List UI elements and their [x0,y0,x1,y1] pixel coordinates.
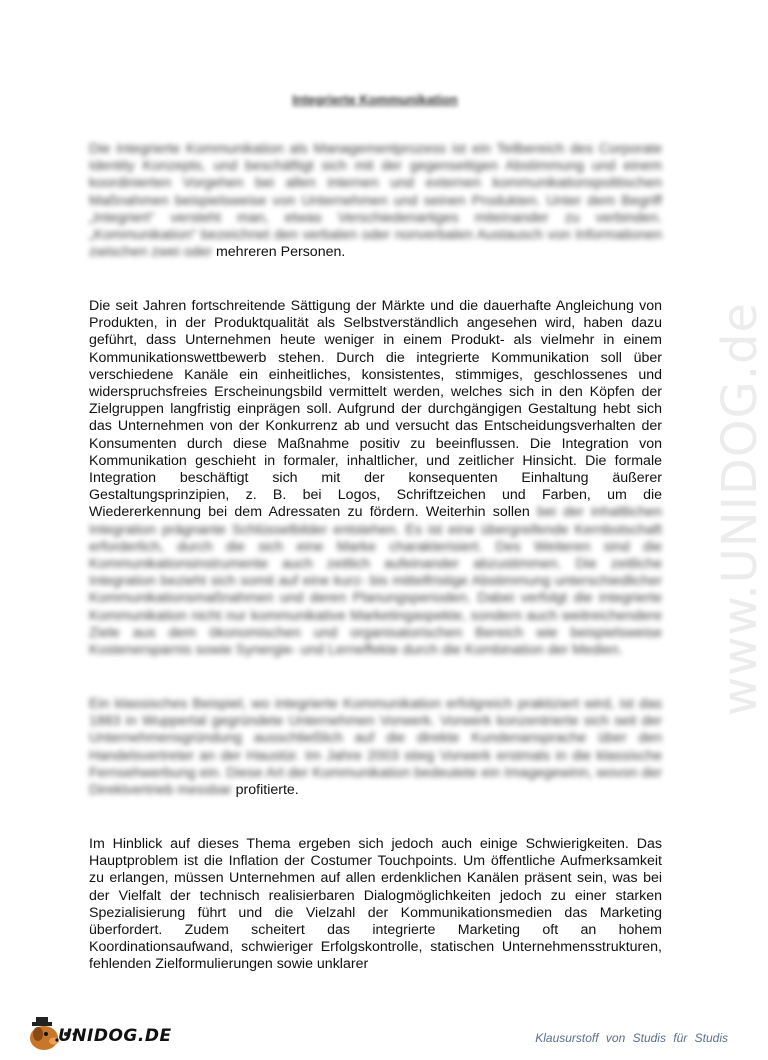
document-title: Integrierte Kommunikation [292,92,458,107]
visible-text: Im Hinblick auf dieses Thema ergeben sich jedoch auch einige Schwierigkeiten. Das Hauptproblem ist die Inflation der Costumer Touchpoints. Um öffentliche Aufmerksamkeit zu erlangen, müssen Unternehmen auf allen erdenklichen Kanälen präsent sein, was bei der Vielfalt der technisch realisierbaren Dialogmöglichkeiten jedoch zu einer starken Spezialisierung führt und die Vielzahl der Kommunikationsmedien das Marketing überfordert. Zudem scheitert das integrierte Marketing oft an hohem Koordinationsaufwand, schwieriger Erfolgskontrolle, statischen Unternehmensstrukturen, fehlenden Zielformulierungen sowie unklarer [89,836,662,973]
logo-text: UNIDOG.DE [58,1026,172,1046]
visible-text: profitierte. [235,782,299,799]
watermark: www.UNIDOG.de [712,301,768,716]
paragraph-3 [89,696,662,799]
blurred-text: Die Integrierte Kommunikation als Managementprozess ist ein Teilbereich des Corporate Identity Konzepts, und beschäftigt sich mit der gegenseitigen Abstimmung und einem koordinierten Vorgehen bei allen internen und externen kommunikationspolitischen Maßnahmen beispielsweise von Unternehmen und seinen Produkten. Unter dem Begriff „Integriert“ versteht man, etwas Verschiedenartiges miteinander zu verbinden. „Kommunikation“ bezeichnet den verbalen oder nonverbalen Austausch von Informationen zwischen zwei oder [89,141,662,261]
footer-slogan: Klausurstoff von Studis für Studis [535,1031,728,1045]
paragraph-1 [89,141,662,261]
visible-text: Die seit Jahren fortschreitende Sättigung der Märkte und die dauerhafte Angleichung von Produkten, in der Produktqualität als Selbstverständlich angesehen wird, haben dazu geführt, dass Unternehmen heute weniger in einem Produkt- als vielmehr in einem Kommunikationswettbewerb stehen. Durch die integrierte Kommunikation soll über verschiedene Kanäle ein einheitliches, konsistentes, stimmiges, geschlossenes und widerspruchsfreies Erscheinungsbild vermittelt werden, welches sich in den Köpfen der Zielgruppen langfristig einprägen soll. Aufgrund der durchgängigen Gestaltung hebt sich das Unternehmen von der Konkurrenz ab und versucht das Entscheidungsverhalten der Konsumenten durch diese Maßnahme positiv zu beeinflussen. Die Integration von Kommunikation geschieht in formaler, inhaltlicher, und zeitlicher Hinsicht. Die formale Integration beschäftigt sich mit der konsequenten Einhaltung äußerer Gestaltungsprinzipien, z. B. bei Logos, Schriftzeichen und Farben, um die Wiedererkennung bei dem Adressaten zu fördern. Weiterhin sollen [89,298,662,521]
paragraph-4 [89,836,662,974]
blurred-text: bei der inhaltlichen Integration prägnante Schlüsselbilder entstehen. Es ist eine übergreifende Kernbotschaft erforderlich, durch die sich eine Marke charakterisiert. Des Weiteren sind die Kommunikationsinstrumente auch zeitlich aufeinander abzustimmen. Die zeitliche Integration bezieht sich somit auf eine kurz- bis mittelfristige Abstimmung unterschiedlicher Kommunikationsmaßnahmen und deren Planungsperioden. Dabei verfolgt die integrierte Kommunikation nicht nur kommunikative Marketingaspekte, sondern auch weitreichendere Ziele aus dem ökonomischen und organisatorischen Bereich wie beispielsweise Kostenersparnis sowie Synergie- und Lerneffekte durch die Kombination der Medien. [89,504,662,659]
visible-text: mehreren Personen. [215,244,346,261]
paragraph-2 [89,298,662,659]
blurred-text: Ein klassisches Beispiel, wo integrierte Kommunikation erfolgreich praktiziert wird, ist das 1883 in Wuppertal gegründete Unternehmen Vorwerk. Vorwerk konzentrierte sich seit der Unternehmensgründung ausschließlich auf die direkte Kundenansprache über den Handelsvertreter an der Haustür. Im Jahre 2003 stieg Vorwerk erstmals in die klassische Fernsehwerbung ein. Diese Art der Kommunikation bedeutete ein Imagegewinn, wovon der Direktvertrieb messbar [89,696,662,799]
